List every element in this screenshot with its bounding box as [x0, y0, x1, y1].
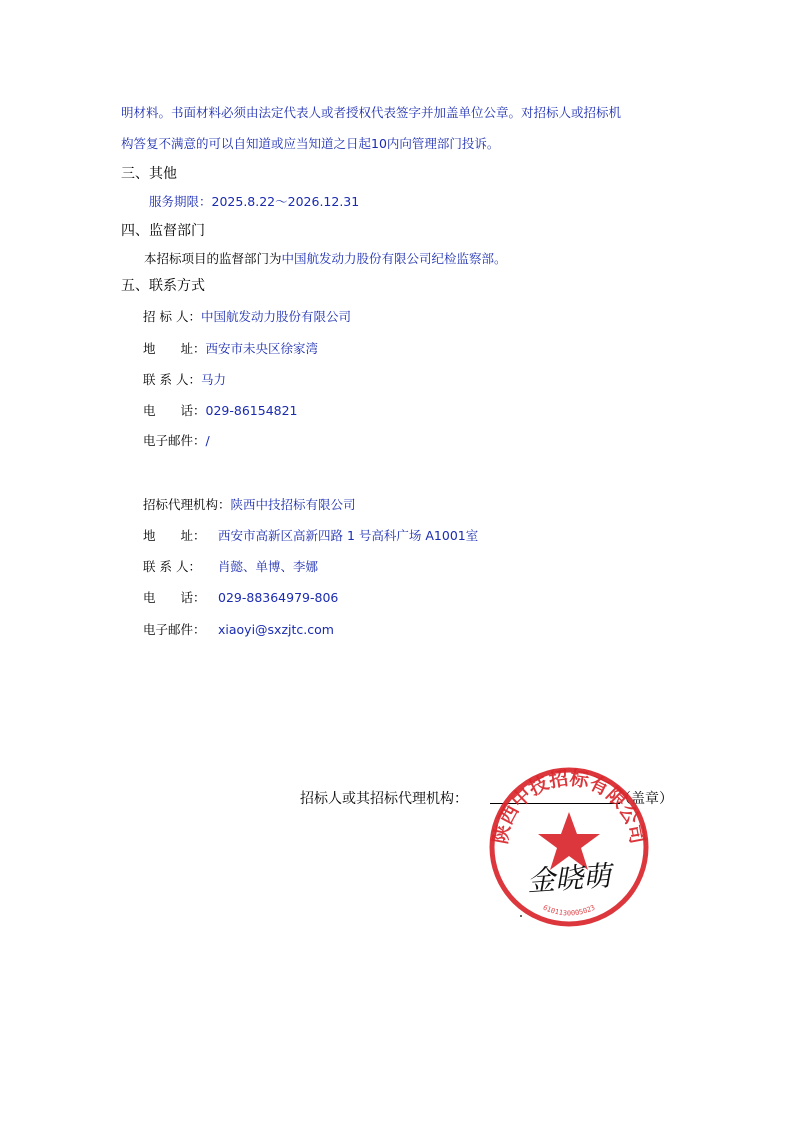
supervision-dept: 中国航发动力股份有限公司纪检监察部。 [281, 251, 507, 266]
agency-address-row [143, 526, 478, 544]
contact-label: 电子邮件： [143, 433, 206, 448]
contact-value: 陕西中技招标有限公司 [230, 497, 356, 512]
contact-value: 肖懿、单博、李娜 [218, 559, 319, 574]
contact-label: 电子邮件： [143, 622, 206, 637]
agency-name-row [143, 495, 356, 513]
contact-value: 西安市高新区高新四路 1 号高科广场 A1001室 [218, 528, 479, 543]
contact-label: 电 话： [143, 403, 206, 418]
tenderer-email-row [143, 431, 210, 449]
agency-contact-person-row [143, 557, 318, 575]
tenderer-address-row [143, 339, 318, 357]
contact-value: xiaoyi@sxzjtc.com [218, 622, 334, 637]
section-heading-contact: 五、联系方式 [121, 278, 205, 294]
service-period-value: 2025.8.22～2026.12.31 [211, 194, 360, 209]
tenderer-contact-person-row [143, 370, 226, 388]
contact-label: 招 标 人： [143, 309, 201, 324]
seal-serial: 6101130005023 [541, 903, 597, 918]
contact-label: 联 系 人： [143, 372, 201, 387]
section-heading-supervision: 四、监督部门 [121, 223, 205, 239]
contact-label: 招标代理机构： [143, 497, 231, 512]
tenderer-phone-row [143, 401, 298, 419]
handwritten-signature: 金晓萌 [525, 859, 613, 898]
supervision-text [144, 249, 507, 267]
section-heading-other: 三、其他 [121, 166, 177, 182]
stray-dot [520, 915, 522, 917]
contact-label: 电 话： [143, 590, 206, 605]
contact-value: 029-88364979-806 [218, 590, 339, 605]
seal-ring-text: 陕西中技招标有限公司 [489, 767, 649, 846]
company-seal [488, 766, 650, 928]
contact-value: / [205, 433, 210, 448]
paragraph-line-2: 构答复不满意的可以自知道或应当知道之日起10内向管理部门投诉。 [121, 136, 500, 151]
contact-label: 地 址： [143, 528, 206, 543]
paragraph-line-1: 明材料。书面材料必须由法定代表人或者授权代表签字并加盖单位公章。对招标人或招标机 [121, 105, 622, 120]
agency-phone-row [143, 588, 338, 606]
stamp-note: （盖章） [617, 791, 673, 807]
contact-value: 马力 [200, 372, 226, 387]
signature-label: 招标人或其招标代理机构： [300, 791, 468, 807]
contact-label: 联 系 人： [143, 559, 201, 574]
supervision-prefix: 本招标项目的监督部门为 [144, 251, 282, 266]
service-period-label: 服务期限： [149, 194, 212, 209]
contact-value: 西安市未央区徐家湾 [205, 341, 319, 356]
contact-value: 029-86154821 [205, 403, 298, 418]
contact-value: 中国航发动力股份有限公司 [200, 309, 351, 324]
service-period [149, 192, 359, 210]
agency-email-row [143, 620, 334, 638]
contact-label: 地 址： [143, 341, 206, 356]
tenderer-name-row [143, 307, 351, 325]
